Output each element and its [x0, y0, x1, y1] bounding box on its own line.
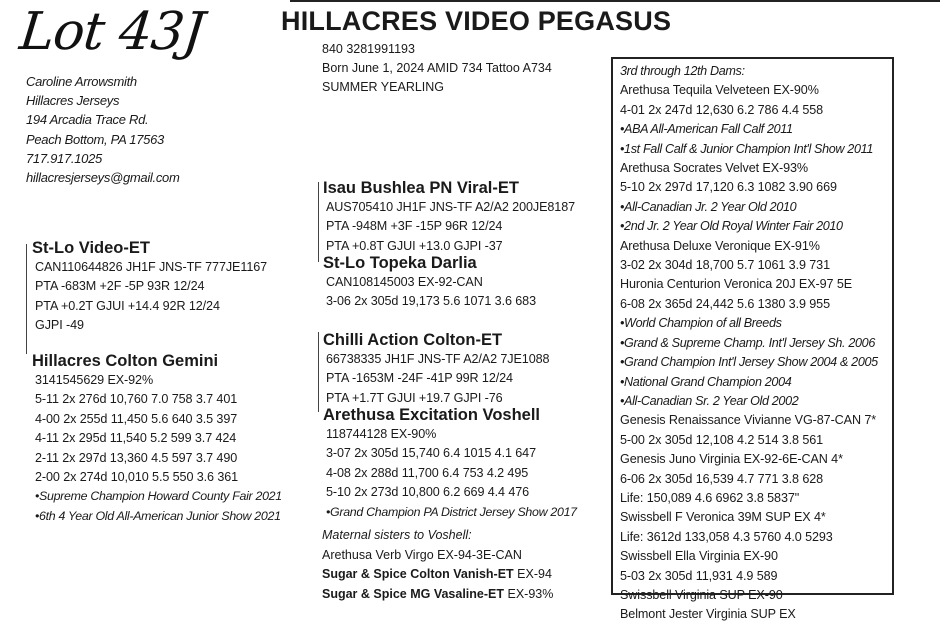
- dams-line: Swissbell F Veronica 39M SUP EX 4*: [620, 510, 826, 525]
- consignor-city: Peach Bottom, PA 17563: [26, 131, 164, 147]
- dam-sire-block: [323, 330, 549, 408]
- dam-dam-block: [323, 405, 577, 522]
- dam-dam-line: 4-08 2x 288d 11,700 6.4 753 4.2 495: [326, 465, 529, 480]
- dams-line: Arethusa Socrates Velvet EX-93%: [620, 161, 809, 176]
- registration-info: [322, 40, 552, 97]
- sire-sire-name: Isau Bushlea PN Viral-ET: [323, 179, 519, 197]
- consignor-farm: Hillacres Jerseys: [26, 93, 120, 109]
- consignor-street: 194 Arcadia Trace Rd.: [26, 112, 149, 128]
- dams-line: Swissbell Virginia SUP EX-90: [620, 587, 783, 602]
- consignor-email: hillacresjerseys@gmail.com: [26, 170, 180, 186]
- dams-line: Huronia Centurion Veronica 20J EX-97 5E: [620, 277, 853, 292]
- pedigree-bracket-dam: [318, 332, 319, 412]
- dam-award: •6th 4 Year Old All-American Junior Show 2021: [35, 508, 281, 523]
- dams-line: Genesis Renaissance Vivianne VG-87-CAN 7*: [620, 413, 877, 428]
- dams-line: •Grand Champion Int'l Jersey Show 2004 & 2005: [620, 355, 878, 370]
- sire-dam-line: 3-06 2x 305d 19,173 5.6 1071 3.6 683: [326, 294, 536, 309]
- maternal-sisters: [322, 526, 553, 604]
- registration-number: 840 3281991193: [322, 42, 415, 56]
- dams-line: •Grand & Supreme Champ. Int'l Jersey Sh. 2006: [620, 335, 875, 350]
- dam-line: 5-11 2x 276d 10,760 7.0 758 3.7 401: [35, 392, 238, 407]
- dams-line: •All-Canadian Jr. 2 Year Old 2010: [620, 199, 797, 214]
- dams-line: •National Grand Champion 2004: [620, 374, 792, 389]
- dam-sire-line: PTA +1.7T GJUI +19.7 GJPI -76: [326, 390, 503, 405]
- dam-sire-line: PTA -1653M -24F -41P 99R 12/24: [326, 371, 513, 386]
- pedigree-bracket-sire: [318, 182, 319, 262]
- sire-line: GJPI -49: [35, 318, 84, 333]
- consignor-info: [26, 72, 180, 187]
- dams-heading: 3rd through 12th Dams:: [620, 64, 745, 78]
- dam-sire-line: 66738335 JH1F JNS-TF A2/A2 7JE1088: [326, 352, 550, 366]
- sire-dam-line: CAN108145003 EX-92-CAN: [326, 275, 483, 289]
- sire-sire-block: [323, 178, 575, 256]
- birth-info: Born June 1, 2024 AMID 734 Tattoo A734: [322, 61, 552, 75]
- top-rule: [290, 0, 940, 2]
- sire-block: [32, 238, 267, 336]
- dams-list: [620, 62, 878, 625]
- dams-line: Genesis Juno Virginia EX-92-6E-CAN 4*: [620, 452, 843, 467]
- show-class: SUMMER YEARLING: [322, 80, 445, 94]
- dams-line: •1st Fall Calf & Junior Champion Int'l Show 2011: [620, 141, 873, 156]
- dams-line: Arethusa Tequila Velveteen EX-90%: [620, 83, 819, 98]
- dam-sire-name: Chilli Action Colton-ET: [323, 331, 503, 349]
- consignor-name: Caroline Arrowsmith: [26, 74, 137, 89]
- dams-line: 5-10 2x 297d 17,120 6.3 1082 3.90 669: [620, 180, 837, 195]
- dams-line: 5-00 2x 305d 12,108 4.2 514 3.8 561: [620, 432, 824, 447]
- sire-dam-name: St-Lo Topeka Darlia: [323, 254, 477, 272]
- consignor-phone: 717.917.1025: [26, 150, 102, 166]
- dam-name: Hillacres Colton Gemini: [32, 352, 219, 370]
- dams-line: 5-03 2x 305d 11,931 4.9 589: [620, 568, 778, 583]
- dams-line: Life: 3612d 133,058 4.3 5760 4.0 5293: [620, 529, 833, 544]
- sire-line: PTA -683M +2F -5P 93R 12/24: [35, 279, 205, 294]
- dams-line: 4-01 2x 247d 12,630 6.2 786 4.4 558: [620, 102, 824, 117]
- dams-line: 6-08 2x 365d 24,442 5.6 1380 3.9 955: [620, 296, 830, 311]
- dams-line: Belmont Jester Virginia SUP EX: [620, 607, 796, 622]
- dams-line: 6-06 2x 305d 16,539 4.7 771 3.8 628: [620, 471, 824, 486]
- sire-sire-line: AUS705410 JH1F JNS-TF A2/A2 200JE8187: [326, 200, 576, 214]
- dam-award: •Supreme Champion Howard County Fair 2021: [35, 489, 282, 504]
- sisters-heading: Maternal sisters to Voshell:: [322, 528, 472, 542]
- sister-item: Arethusa Verb Virgo EX-94-3E-CAN: [322, 547, 522, 562]
- sister-item: Sugar & Spice Colton Vanish-ET EX-94: [322, 567, 552, 582]
- dam-line: 4-11 2x 295d 11,540 5.2 599 3.7 424: [35, 431, 237, 446]
- dam-dam-line: 118744128 EX-90%: [326, 427, 437, 441]
- dam-line: 2-11 2x 297d 13,360 4.5 597 3.7 490: [35, 450, 238, 465]
- dams-line: Swissbell Ella Virginia EX-90: [620, 549, 778, 564]
- dam-line: 2-00 2x 274d 10,010 5.5 550 3.6 361: [35, 470, 239, 485]
- sister-item: Sugar & Spice MG Vasaline-ET EX-93%: [322, 586, 554, 601]
- sire-sire-line: PTA -948M +3F -15P 96R 12/24: [326, 219, 503, 234]
- sire-line: PTA +0.2T GJUI +14.4 92R 12/24: [35, 298, 220, 313]
- dam-dam-name: Arethusa Excitation Voshell: [323, 406, 540, 424]
- dam-line: 4-00 2x 255d 11,450 5.6 640 3.5 397: [35, 411, 238, 426]
- sire-line: CAN110644826 JH1F JNS-TF 777JE1167: [35, 260, 268, 274]
- dam-block: [32, 351, 282, 526]
- page-title: HILLACRES VIDEO PEGASUS: [281, 6, 672, 36]
- pedigree-bracket-left: [26, 244, 27, 354]
- sire-name: St-Lo Video-ET: [32, 239, 150, 257]
- dams-line: •2nd Jr. 2 Year Old Royal Winter Fair 2010: [620, 219, 843, 234]
- dams-line: 3-02 2x 304d 18,700 5.7 1061 3.9 731: [620, 258, 830, 273]
- dam-line: 3141545629 EX-92%: [35, 373, 154, 387]
- dam-dam-line: 3-07 2x 305d 15,740 6.4 1015 4.1 647: [326, 446, 536, 461]
- lot-number: Lot 43J: [16, 2, 207, 62]
- dams-line: •World Champion of all Breeds: [620, 316, 782, 331]
- dams-line: Arethusa Deluxe Veronique EX-91%: [620, 238, 820, 253]
- dams-line: •All-Canadian Sr. 2 Year Old 2002: [620, 393, 799, 408]
- dam-dam-line: 5-10 2x 273d 10,800 6.2 669 4.4 476: [326, 485, 530, 500]
- sire-sire-line: PTA +0.8T GJUI +13.0 GJPI -37: [326, 238, 503, 253]
- dams-line: Life: 150,089 4.6 6962 3.8 5837": [620, 490, 800, 505]
- dam-dam-award: •Grand Champion PA District Jersey Show 2017: [326, 504, 577, 519]
- dams-line: •ABA All-American Fall Calf 2011: [620, 122, 793, 137]
- sire-dam-block: [323, 253, 536, 312]
